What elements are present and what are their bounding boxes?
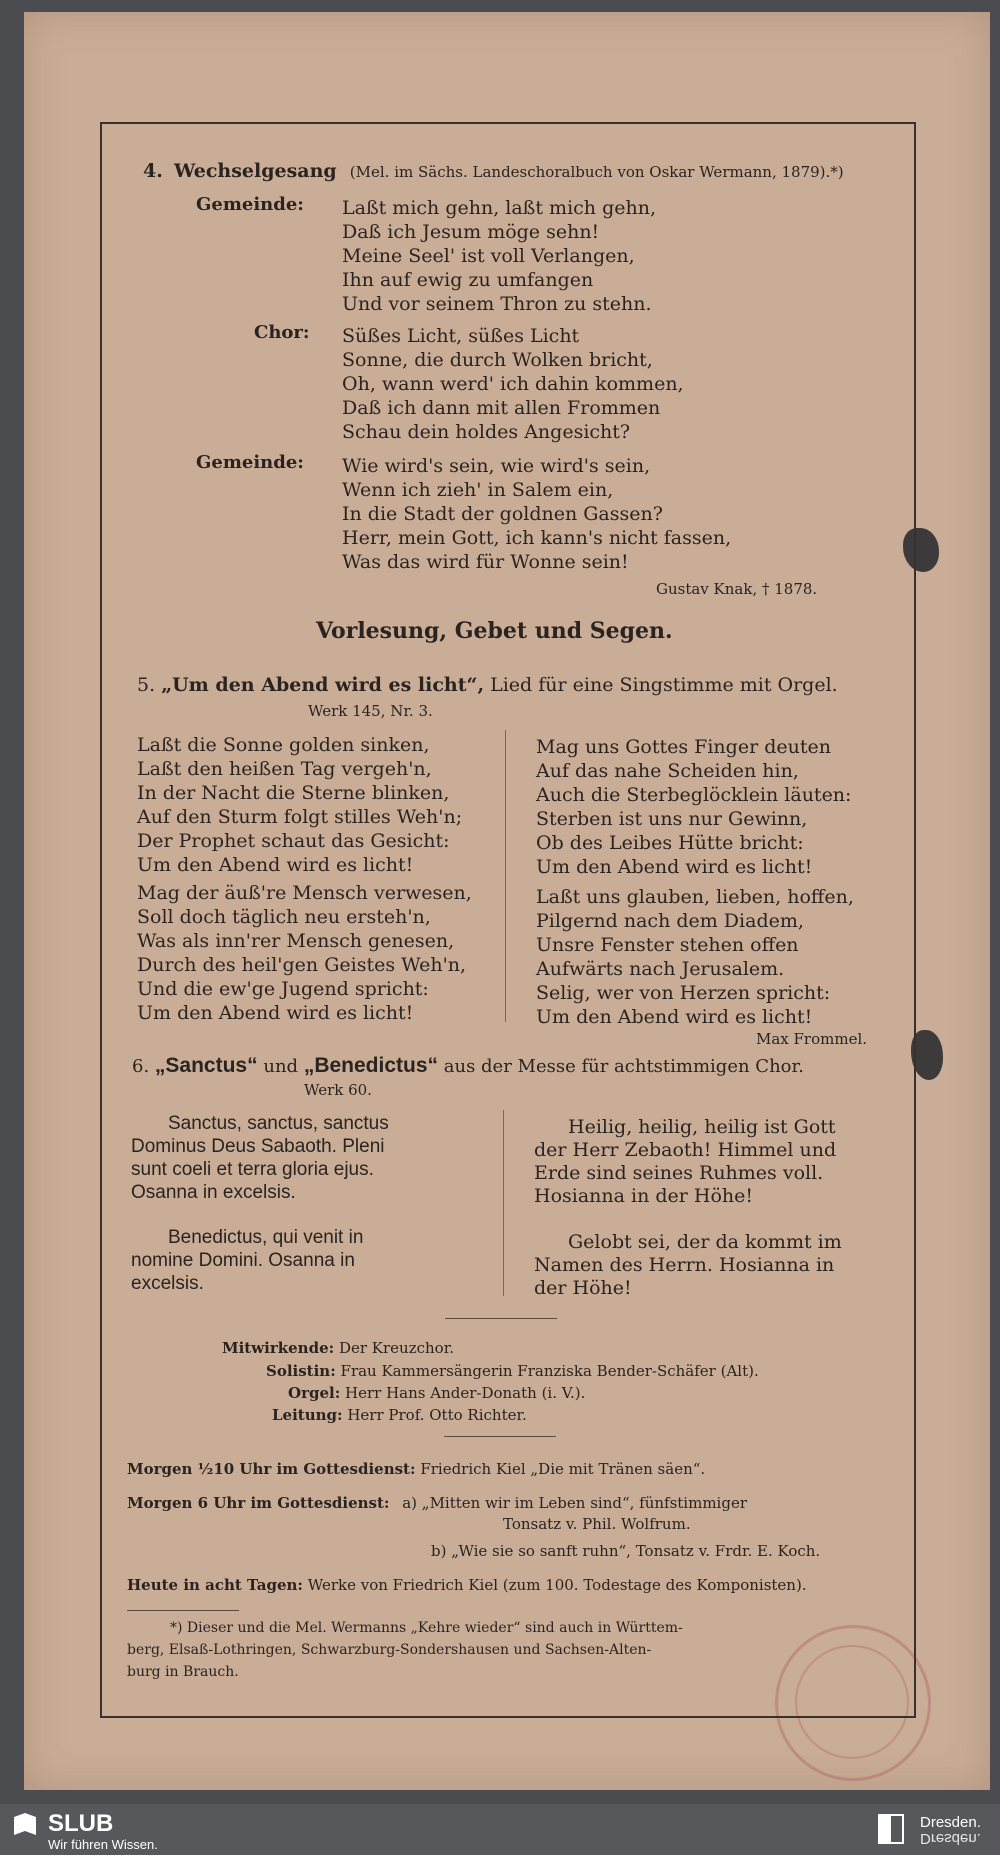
verse-line: Unsre Fenster stehen offen xyxy=(536,934,799,956)
verse-line: Sterben ist uns nur Gewinn, xyxy=(536,808,808,830)
notice-evening: Morgen 6 Uhr im Gottesdienst: a) „Mitten wir im Leben sind“, fünfstimmiger xyxy=(127,1494,747,1512)
verse-line: Auf den Sturm folgt stilles Weh'n; xyxy=(137,806,463,828)
notice-evening-b: b) „Wie sie so sanft ruhn“, Tonsatz v. Frdr. E. Koch. xyxy=(431,1542,821,1560)
performer-row: Orgel: Herr Hans Ander-Donath (i. V.). xyxy=(288,1384,586,1402)
performer-row: Solistin: Frau Kammersängerin Franziska Bender-Schäfer (Alt). xyxy=(266,1362,759,1380)
footnote-line: burg in Brauch. xyxy=(127,1664,239,1680)
notice-next-week: Heute in acht Tagen: Werke von Friedrich Kiel (zum 100. Todestage des Komponisten). xyxy=(127,1576,807,1594)
text-line: der Herr Zebaoth! Himmel und xyxy=(534,1139,837,1161)
s4-role-chor: Chor: xyxy=(254,322,310,343)
dresden-city-name[interactable]: Dresden. xyxy=(920,1814,981,1831)
verse-line: Pilgernd nach dem Diadem, xyxy=(536,910,804,932)
vorlesung-heading: Vorlesung, Gebet und Segen. xyxy=(316,618,673,644)
verse-line: Mag uns Gottes Finger deuten xyxy=(536,736,831,758)
text-line: sunt coeli et terra gloria ejus. xyxy=(131,1159,374,1180)
s6-werk: Werk 60. xyxy=(304,1081,372,1099)
verse-line: Selig, wer von Herzen spricht: xyxy=(536,982,831,1004)
verse-line: Daß ich dann mit allen Frommen xyxy=(342,397,661,419)
slub-footer-bar xyxy=(0,1804,1000,1855)
verse-line: Was als inn'rer Mensch genesen, xyxy=(137,930,455,952)
slub-tagline: Wir führen Wissen. xyxy=(48,1837,158,1852)
verse-line: Auf das nahe Scheiden hin, xyxy=(536,760,799,782)
verse-line: Um den Abend wird es licht! xyxy=(536,1006,813,1028)
verse-line: Ihn auf ewig zu umfangen xyxy=(342,269,594,291)
verse-line: Soll doch täglich neu ersteh'n, xyxy=(137,906,431,928)
verse-line: Süßes Licht, süßes Licht xyxy=(342,325,580,347)
performer-row: Mitwirkende: Der Kreuzchor. xyxy=(222,1339,454,1357)
verse-line: Oh, wann werd' ich dahin kommen, xyxy=(342,373,684,395)
s4-role-gemeinde: Gemeinde: xyxy=(196,194,304,215)
text-line: Namen des Herrn. Hosianna in xyxy=(534,1254,835,1276)
verse-line: Laßt uns glauben, lieben, hoffen, xyxy=(536,886,854,908)
text-line: Gelobt sei, der da kommt im xyxy=(568,1231,842,1253)
text-line: nomine Domini. Osanna in xyxy=(131,1250,355,1271)
verse-line: Der Prophet schaut das Gesicht: xyxy=(137,830,450,852)
verse-line: Herr, mein Gott, ich kann's nicht fassen, xyxy=(342,527,732,549)
verse-line: Was das wird für Wonne sein! xyxy=(342,551,629,573)
slub-logo-text[interactable]: SLUB xyxy=(48,1810,114,1837)
verse-line: In die Stadt der goldnen Gassen? xyxy=(342,503,663,525)
verse-line: Laßt den heißen Tag vergeh'n, xyxy=(137,758,432,780)
s4-role-gemeinde-2: Gemeinde: xyxy=(196,452,304,473)
verse-line: Ob des Leibes Hütte bricht: xyxy=(536,832,804,854)
verse-line: Daß ich Jesum möge sehn! xyxy=(342,221,600,243)
text-line: Heilig, heilig, heilig ist Gott xyxy=(568,1116,836,1138)
verse-line: Um den Abend wird es licht! xyxy=(137,854,414,876)
verse-line: Und vor seinem Thron zu stehn. xyxy=(342,293,652,315)
s5-heading: 5. „Um den Abend wird es licht“, Lied für eine Singstimme mit Orgel. xyxy=(137,674,838,696)
text-line: der Höhe! xyxy=(534,1277,632,1299)
verse-line: Um den Abend wird es licht! xyxy=(137,1002,414,1024)
dresden-city-name-mirror: Dresden. xyxy=(920,1830,981,1847)
footnote-divider xyxy=(127,1610,239,1611)
book-icon xyxy=(14,1813,36,1835)
verse-line: Laßt mich gehn, laßt mich gehn, xyxy=(342,197,656,219)
text-line: Osanna in excelsis. xyxy=(131,1182,296,1203)
verse-line: Wie wird's sein, wie wird's sein, xyxy=(342,455,651,477)
verse-line: Mag der äuß're Mensch verwesen, xyxy=(137,882,472,904)
verse-line: In der Nacht die Sterne blinken, xyxy=(137,782,450,804)
verse-line: Durch des heil'gen Geistes Weh'n, xyxy=(137,954,467,976)
verse-line: Sonne, die durch Wolken bricht, xyxy=(342,349,653,371)
text-line: Sanctus, sanctus, sanctus xyxy=(168,1113,389,1134)
text-line: excelsis. xyxy=(131,1273,204,1294)
performer-row: Leitung: Herr Prof. Otto Richter. xyxy=(272,1406,527,1424)
text-line: Hosianna in der Höhe! xyxy=(534,1185,754,1207)
verse-line: Aufwärts nach Jerusalem. xyxy=(536,958,785,980)
column-divider xyxy=(505,730,506,1022)
text-line: Erde sind seines Ruhmes voll. xyxy=(534,1162,824,1184)
verse-line: Schau dein holdes Angesicht? xyxy=(342,421,631,443)
s4-heading: 4. Wechselgesang (Mel. im Sächs. Landeschoralbuch von Oskar Wermann, 1879).*) xyxy=(143,160,844,182)
notice-morning: Morgen ½10 Uhr im Gottesdienst: Friedrich Kiel „Die mit Tränen säen“. xyxy=(127,1460,706,1478)
text-line: Benedictus, qui venit in xyxy=(168,1227,364,1248)
column-divider xyxy=(503,1110,504,1296)
text-line: Dominus Deus Sabaoth. Pleni xyxy=(131,1136,385,1157)
verse-line: Laßt die Sonne golden sinken, xyxy=(137,734,430,756)
s5-author: Max Frommel. xyxy=(756,1030,868,1048)
s5-werk: Werk 145, Nr. 3. xyxy=(308,702,433,720)
verse-line: Meine Seel' ist voll Verlangen, xyxy=(342,245,635,267)
verse-line: Auch die Sterbeglöcklein läuten: xyxy=(536,784,852,806)
footnote-line: *) Dieser und die Mel. Wermanns „Kehre wieder“ sind auch in Württem- xyxy=(170,1620,683,1636)
notice-evening-a2: Tonsatz v. Phil. Wolfrum. xyxy=(503,1515,691,1533)
section-divider xyxy=(445,1318,557,1319)
verse-line: Und die ew'ge Jugend spricht: xyxy=(137,978,429,1000)
dresden-crest-icon xyxy=(878,1814,904,1844)
s4-author: Gustav Knak, † 1878. xyxy=(656,580,818,598)
verse-line: Wenn ich zieh' in Salem ein, xyxy=(342,479,614,501)
s6-heading: 6. „Sanctus“ und „Benedictus“ aus der Messe für achtstimmigen Chor. xyxy=(132,1054,804,1077)
section-divider xyxy=(444,1436,556,1437)
footnote-line: berg, Elsaß-Lothringen, Schwarzburg-Sondershausen und Sachsen-Alten- xyxy=(127,1642,652,1658)
verse-line: Um den Abend wird es licht! xyxy=(536,856,813,878)
